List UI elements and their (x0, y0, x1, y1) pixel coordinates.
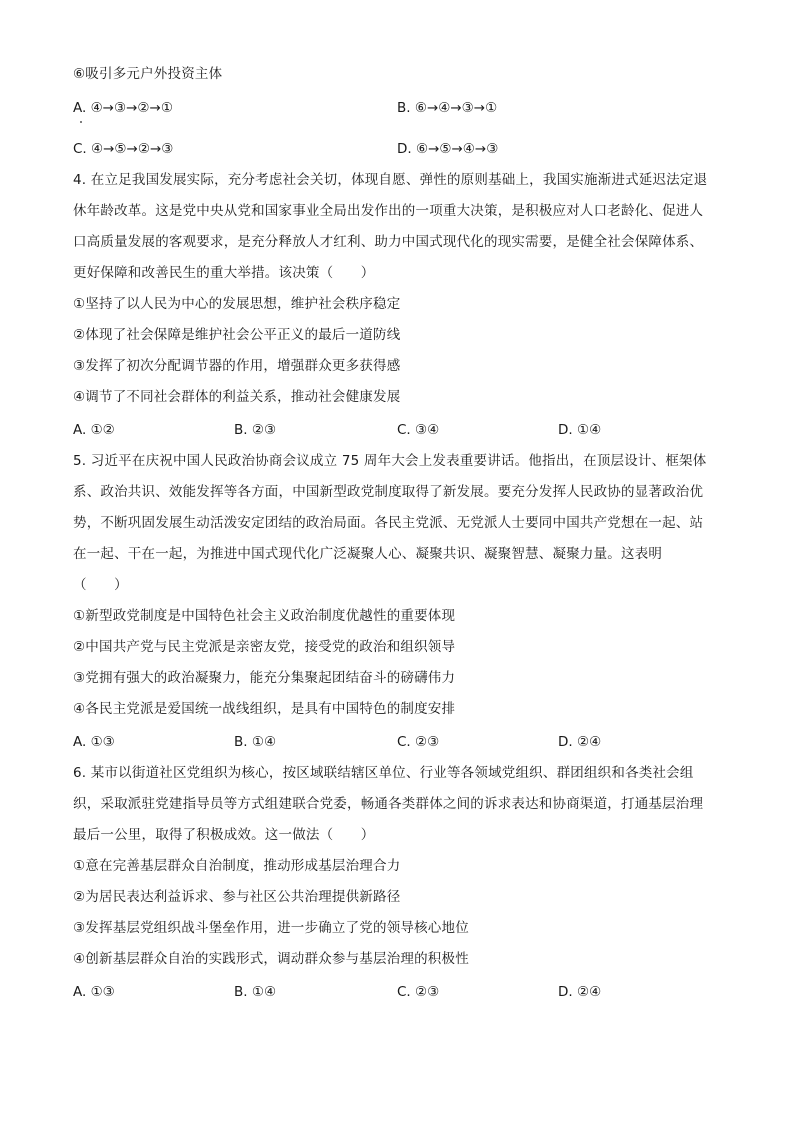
q5-stem-line-1: 5. 习近平在庆祝中国人民政治协商会议成立 75 周年大会上发表重要讲话。他指出，在顶层设计、框架体 (73, 453, 707, 469)
q6-option-c: C. ②③ (397, 984, 440, 1000)
q3-option-d: D. ⑥→⑤→④→③ (397, 141, 499, 157)
q5-stem-line-3: 势，不断巩固发展生动活泼安定团结的政治局面。各民主党派、无党派人士要同中国共产党想在一起、站 (73, 515, 704, 531)
q4-item-3: ③发挥了初次分配调节器的作用，增强群众更多获得感 (73, 358, 401, 374)
q4-option-a: A. ①② (73, 422, 115, 438)
q4-stem-line-1: 4. 在立足我国发展实际，充分考虑社会关切，体现自愿、弹性的原则基础上，我国实施渐进式延迟法定退 (73, 172, 708, 188)
q5-stem-line-4: 在一起、干在一起，为推进中国式现代化广泛凝聚人心、凝聚共识、凝聚智慧、凝聚力量。这表明 (73, 546, 663, 562)
q5-option-c: C. ②③ (397, 734, 440, 750)
q4-stem-line-2: 休年龄改革。这是党中央从党和国家事业全局出发作出的一项重大决策，是积极应对人口老龄化、促进人 (73, 203, 704, 219)
q6-option-b: B. ①④ (234, 984, 277, 1000)
q5-stem-line-5: （ ） (73, 577, 128, 593)
q6-option-d: D. ②④ (558, 984, 602, 1000)
q3-option-b: B. ⑥→④→③→① (397, 100, 498, 116)
q6-item-1: ①意在完善基层群众自治制度，推动形成基层治理合力 (73, 858, 401, 874)
q6-stem-line-2: 织，采取派驻党建指导员等方式组建联合党委，畅通各类群体之间的诉求表达和协商渠道，打通基层治理 (73, 796, 704, 812)
q6-stem-line-1: 6. 某市以街道社区党组织为核心，按区域联结辖区单位、行业等各领域党组织、群团组织和各类社会组 (73, 765, 694, 781)
q6-stem-line-3: 最后一公里，取得了积极成效。这一做法（ ） (73, 827, 375, 843)
q5-option-b: B. ①④ (234, 734, 277, 750)
stray-dot (80, 121, 82, 123)
q6-item-4: ④创新基层群众自治的实践形式，调动群众参与基层治理的积极性 (73, 951, 469, 967)
q4-item-4: ④调节了不同社会群体的利益关系，推动社会健康发展 (73, 389, 401, 405)
q5-item-2: ②中国共产党与民主党派是亲密友党，接受党的政治和组织领导 (73, 639, 456, 655)
q3-option-c: C. ④→⑤→②→③ (73, 141, 174, 157)
q3-option-a: A. ④→③→②→① (73, 100, 173, 116)
q5-option-a: A. ①③ (73, 734, 115, 750)
q5-item-1: ①新型政党制度是中国特色社会主义政治制度优越性的重要体现 (73, 608, 456, 624)
q5-item-3: ③党拥有强大的政治凝聚力，能充分集聚起团结奋斗的磅礴伟力 (73, 670, 456, 686)
q5-item-4: ④各民主党派是爱国统一战线组织，是具有中国特色的制度安排 (73, 701, 456, 717)
q6-option-a: A. ①③ (73, 984, 115, 1000)
q4-item-2: ②体现了社会保障是维护社会公平正义的最后一道防线 (73, 327, 401, 343)
q4-option-d: D. ①④ (558, 422, 602, 438)
q4-stem-line-4: 更好保障和改善民生的重大举措。该决策（ ） (73, 265, 375, 281)
q5-stem-line-2: 系、政治共识、效能发挥等各方面，中国新型政党制度取得了新发展。要充分发挥人民政协的显著政治优 (73, 484, 704, 500)
q6-item-2: ②为居民表达利益诉求、参与社区公共治理提供新路径 (73, 889, 401, 905)
q3-item-6: ⑥吸引多元户外投资主体 (73, 66, 223, 82)
q5-option-d: D. ②④ (558, 734, 602, 750)
q4-option-c: C. ③④ (397, 422, 440, 438)
q4-item-1: ①坚持了以人民为中心的发展思想，维护社会秩序稳定 (73, 296, 401, 312)
q4-stem-line-3: 口高质量发展的客观要求，是充分释放人才红利、助力中国式现代化的现实需要，是健全社会保障体系、 (73, 234, 704, 250)
q4-option-b: B. ②③ (234, 422, 277, 438)
q6-item-3: ③发挥基层党组织战斗堡垒作用，进一步确立了党的领导核心地位 (73, 920, 469, 936)
